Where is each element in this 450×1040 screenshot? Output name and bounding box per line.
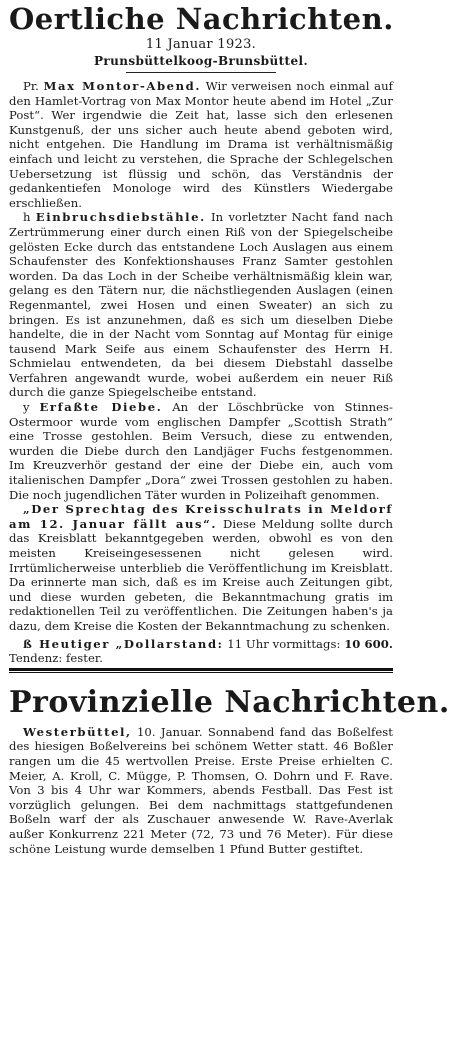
article-headline: Einbruchsdiebstähle. <box>35 210 206 225</box>
article-montor-evening <box>9 79 393 210</box>
section-divider-thin <box>9 672 393 673</box>
article-burglaries <box>9 210 393 400</box>
article-headline: „Der Sprechtag des Kreisschulrats in Meldorf am 12. Januar fällt aus“. <box>9 502 393 531</box>
article-westerbuettel <box>9 725 393 856</box>
dollar-time: 11 Uhr vormittags: <box>227 636 341 651</box>
article-prefix: Pr. <box>23 79 39 93</box>
section-title-provincial-news: Provinzielle Nachrichten. <box>9 684 450 720</box>
article-prefix: y <box>23 400 30 415</box>
article-body: 10. Januar. Sonnabend fand das Boßelfest des hiesigen Boßelvereins bei schönem Wetter statt. 46 Boßler rangen um die 45 wertvollen Preise. Erste Preise erhielten C. Meier, A. Kroll, C. Mügge, P. Thomsen, O. Dohrn und F. Rave. Von 3 bis 4 Uhr war Kommers, abends Festball. Das Fest ist vorzüglich gelungen. Bei dem nachmittags stattgefundenen Boßeln warf der als Zuschauer anwesende W. Rave-Averlak außer Konkurrenz 221 Meter (72, 73 und 76 Meter). Für diese schöne Leistung wurde demselben 1 Pfund Butter gestiftet. <box>9 724 393 856</box>
section-divider <box>9 668 393 671</box>
section-title-local-news: Oertliche Nachrichten. <box>9 2 394 36</box>
dollar-value: 10 600. <box>344 636 393 651</box>
heading-divider <box>126 72 276 73</box>
issue-date: 11 Januar 1923. <box>145 37 257 52</box>
dollar-lead: ß Heutiger „Dollarstand: <box>23 636 224 651</box>
dollar-rate-notice <box>9 637 393 666</box>
article-body: In vorletzter Nacht fand nach Zertrümmerung einer durch einen Riß von der Spiegelscheibe gelösten Ecke durch das entstandene Loch Auslagen aus einem Schaufenster des Konfektionshauses Franz Samter gestohlen worden. Da das Loch in der Scheibe verhältnismäßig klein war, gelang es den Tätern nur, die nächstliegenden Auslagen (einen Regenmantel, zwei Hosen und einen Sweater) an sich zu bringen. Es ist anzunehmen, daß es sich um dieselben Diebe handelte, die in der Nacht vom Sonntag auf Montag für einige tausend Mark Seife aus einem Schaufenster des Herrn H. Schmielau entwendeten, da bei diesem Diebstahl dasselbe Verfahren angewandt wurde, wobei außerdem ein neuer Riß durch die ganze Spiegelscheibe entstand. <box>9 210 393 400</box>
article-school-inspector <box>9 502 393 633</box>
article-headline: Max Montor-Abend. <box>43 79 202 93</box>
provincial-news-section <box>9 684 450 856</box>
article-headline: Westerbüttel, <box>23 724 132 739</box>
article-body: An der Löschbrücke von Stinnes-Ostermoor wurde vom englischen Dampfer „Scottish Strath“ eine Trosse gestohlen. Beim Versuch, diese zu entwenden, wurden die Diebe durch den Landjäger Fuchs festgenommen. Im Kreuzverhör gestand der eine der Diebe ein, auch vom italienischen Dampfer „Dora“ zwei Trossen gestohlen zu haben. Die noch jugendlichen Täter wurden in Polizeihaft genommen. <box>9 400 393 502</box>
article-prefix: h <box>23 210 31 225</box>
article-headline: Erfaßte Diebe. <box>39 400 163 415</box>
place-heading: Prunsbüttelkoog-Brunsbüttel. <box>93 54 309 68</box>
dollar-tendency: Tendenz: fester. <box>9 651 103 666</box>
article-body: Wir verweisen noch einmal auf den Hamlet-Vortrag von Max Montor heute abend im Hotel „Zur Post“. Wer irgendwie die Zeit hat, lasse sich den erlesenen Kunstgenuß, der uns sicher auch heute abend geboten wird, nicht entgehen. Die Handlung im Drama ist verhältnismäßig einfach und leicht zu verstehen, die Sprache der Schlegelschen Uebersetzung ist flüssig und schön, das Verständnis der gedankentiefen Monologe wird des Künstlers Wiedergabe erschließen. <box>9 79 393 210</box>
article-caught-thieves <box>9 400 393 502</box>
article-body: Diese Meldung sollte durch das Kreisblatt bekanntgegeben werden, obwohl es von den meisten Kreiseingesessenen nicht gelesen wird. Irrtümlicherweise unterblieb die Veröffentlichung im Kreisblatt. Da erinnerte man sich, daß es im Kreise auch Zeitungen gibt, und diese wurden gebeten, die Bekanntmachung gratis im redaktionellen Teil zu veröffentlichen. Die Zeitungen haben's ja dazu, dem Kreise die Kosten der Bekanntmachung zu schenken. <box>9 516 393 633</box>
